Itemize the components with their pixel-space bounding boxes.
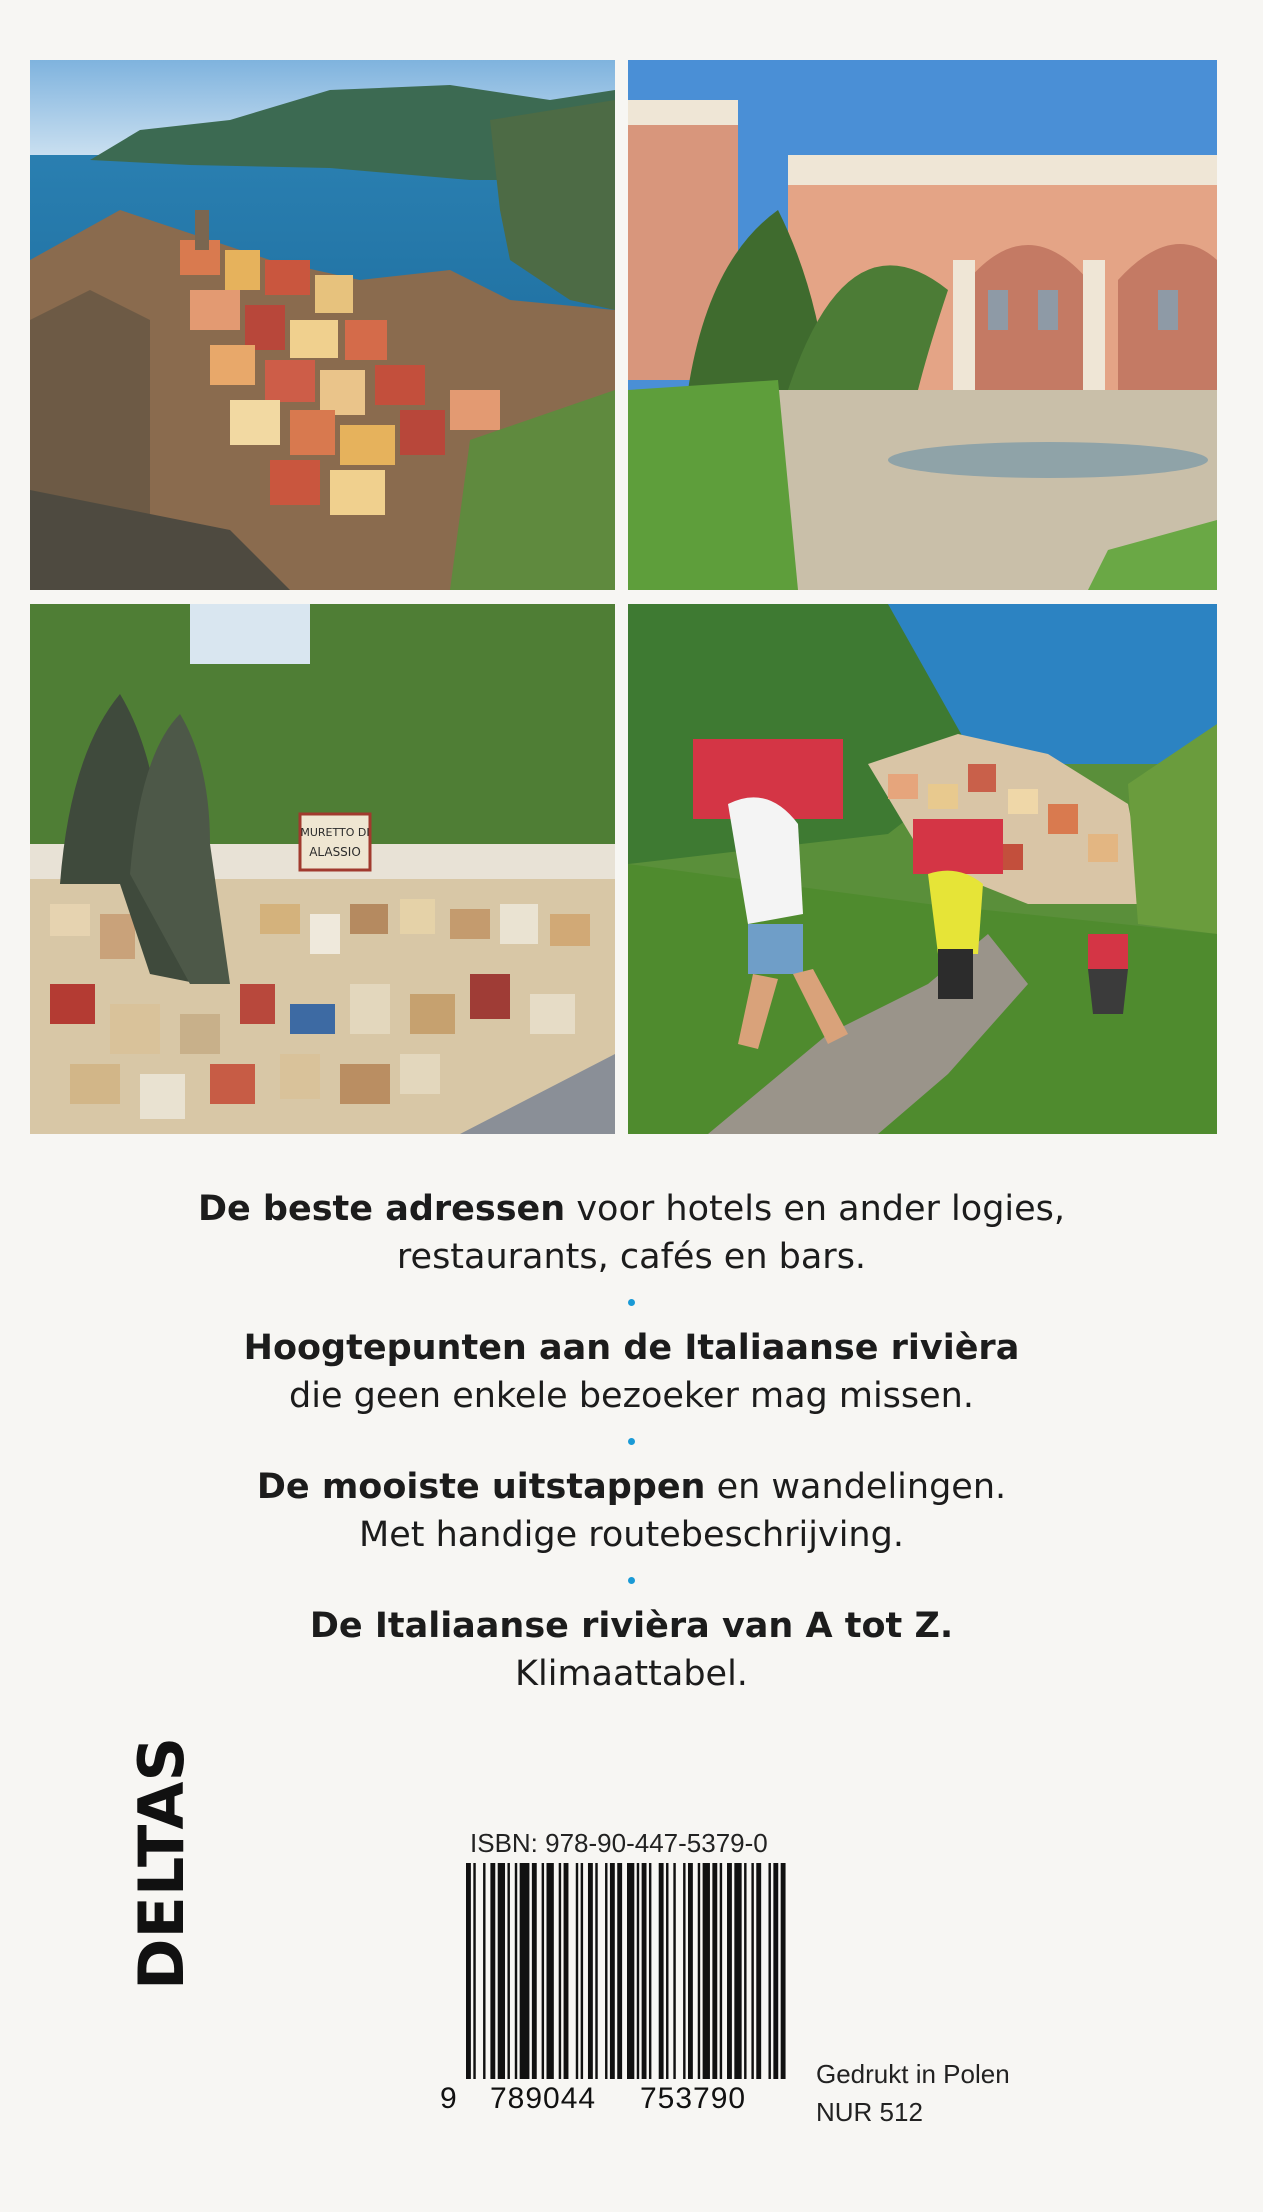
barcode-group-2: 753790 — [640, 2082, 747, 2115]
barcode-bar — [649, 1863, 651, 2079]
barcode-bar — [483, 1863, 485, 2079]
barcode-bar — [712, 1863, 717, 2079]
logo-text: DELTAS — [125, 1740, 195, 1990]
barcode-bar — [642, 1863, 647, 2079]
barcode-bar — [559, 1863, 561, 2079]
feature-bold: De Italiaanse rivièra van A tot Z. — [309, 1606, 954, 1646]
barcode-bar — [564, 1863, 569, 2079]
barcode-bar — [581, 1863, 583, 2079]
deltas-logo — [125, 1740, 195, 1990]
barcode-bar — [520, 1863, 530, 2079]
barcode-bar — [595, 1863, 597, 2079]
separator-dot — [628, 1299, 635, 1306]
feature-item — [0, 1324, 1263, 1420]
barcode-bar — [666, 1863, 668, 2079]
nur-code: NUR 512 — [816, 2097, 923, 2127]
barcode-bar — [744, 1863, 746, 2079]
barcode-bar — [588, 1863, 593, 2079]
barcode-bar — [781, 1863, 786, 2079]
barcode-bar — [703, 1863, 710, 2079]
barcode-bar — [605, 1863, 607, 2079]
feature-line2: Met handige routebeschrijving. — [359, 1515, 904, 1555]
barcode-bar — [617, 1863, 622, 2079]
barcode-bar — [466, 1863, 471, 2079]
feature-line2: die geen enkele bezoeker mag missen. — [289, 1376, 974, 1416]
feature-item — [0, 1602, 1263, 1698]
barcode-bar — [627, 1863, 634, 2079]
barcode-bar — [498, 1863, 505, 2079]
barcode-bar — [688, 1863, 693, 2079]
muretto-statue-photo — [30, 604, 615, 1134]
barcode-bar — [734, 1863, 741, 2079]
barcode-bar — [637, 1863, 639, 2079]
feature-bold: Hoogtepunten aan de Italiaanse rivièra — [243, 1328, 1020, 1368]
feature-list — [0, 1185, 1263, 1698]
feature-line2: restaurants, cafés en bars. — [396, 1237, 867, 1277]
feature-rest: en wandelingen. — [705, 1467, 1007, 1507]
feature-bold: De mooiste uitstappen — [256, 1467, 706, 1507]
sign-line-1: MURETTO DI — [300, 826, 370, 839]
barcode-group-1: 789044 — [490, 2082, 597, 2115]
barcode — [466, 1863, 788, 2079]
printed-in: Gedrukt in Polen — [816, 2059, 1010, 2089]
barcode-bar — [698, 1863, 700, 2079]
barcode-bar — [576, 1863, 578, 2079]
vineyard-harvest-photo — [628, 604, 1217, 1134]
barcode-bar — [547, 1863, 554, 2079]
barcode-bar — [683, 1863, 685, 2079]
feature-rest: voor hotels en ander logies, — [565, 1189, 1066, 1229]
barcode-bar — [542, 1863, 544, 2079]
feature-line2: Klimaattabel. — [515, 1654, 748, 1694]
print-info — [816, 2055, 1010, 2131]
isbn-label: ISBN: 978-90-447-5379-0 — [470, 1828, 768, 1858]
coastal-village-photo — [30, 60, 615, 590]
barcode-bar — [490, 1863, 495, 2079]
feature-item — [0, 1463, 1263, 1559]
barcode-bar — [751, 1863, 753, 2079]
feature-item — [0, 1185, 1263, 1281]
barcode-bar — [773, 1863, 778, 2079]
separator-dot — [628, 1577, 635, 1584]
barcode-first-digit: 9 — [440, 2082, 458, 2115]
barcode-bar — [473, 1863, 475, 2079]
barcode-bar — [515, 1863, 517, 2079]
barcode-bar — [756, 1863, 761, 2079]
barcode-bar — [768, 1863, 770, 2079]
barcode-bar — [659, 1863, 664, 2079]
separator-dot — [628, 1438, 635, 1445]
barcode-bar — [532, 1863, 537, 2079]
barcode-bar — [610, 1863, 615, 2079]
palazzo-garden-photo — [628, 60, 1217, 590]
feature-bold: De beste adressen — [197, 1189, 566, 1229]
barcode-bar — [720, 1863, 722, 2079]
sign-line-2: ALASSIO — [309, 845, 361, 859]
barcode-bar — [507, 1863, 509, 2079]
barcode-bar — [673, 1863, 675, 2079]
barcode-bar — [727, 1863, 732, 2079]
